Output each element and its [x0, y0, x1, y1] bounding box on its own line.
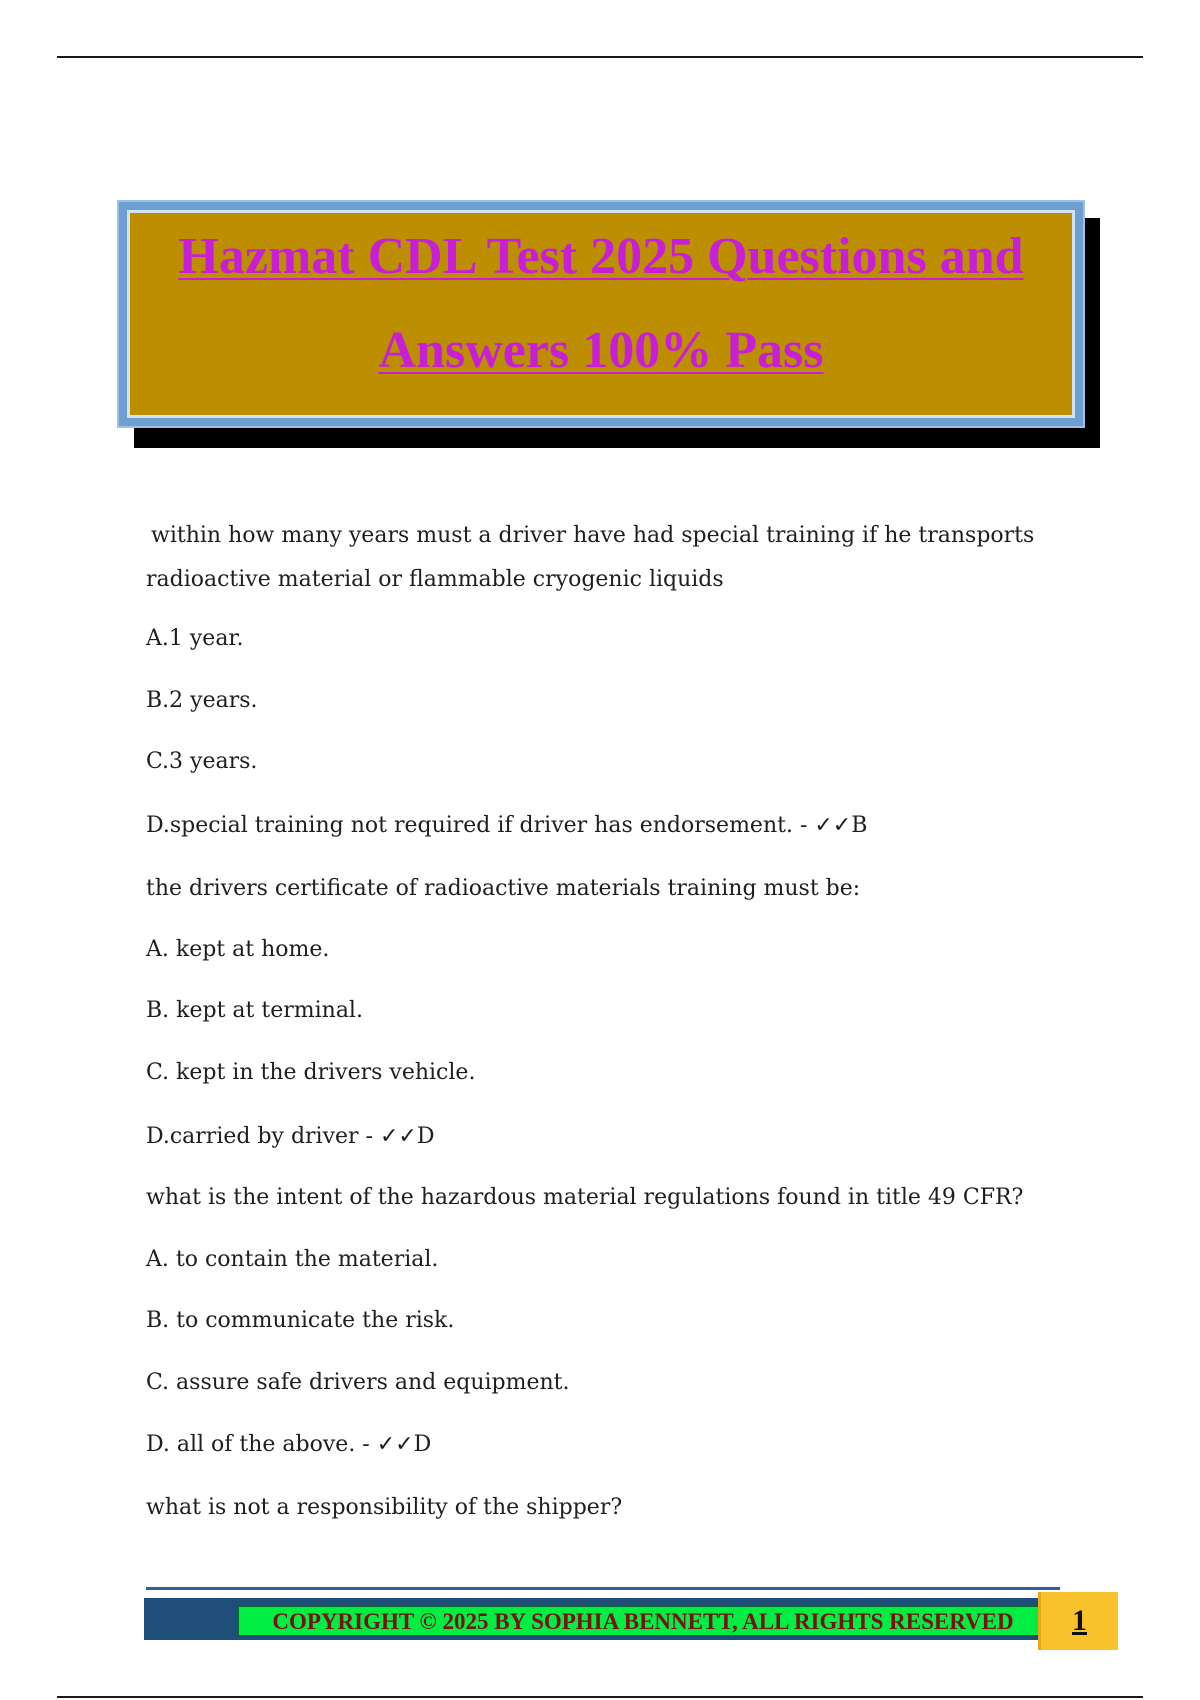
answer-option: B.2 years.: [146, 688, 258, 713]
answer-option: A. to contain the material.: [146, 1247, 439, 1272]
question-text: within how many years must a driver have had special training if he transports: [151, 523, 1035, 548]
page-number: 1: [1072, 1604, 1087, 1637]
double-check-icon: ✓✓: [379, 1124, 417, 1149]
answer-option-with-key: [146, 812, 867, 840]
bottom-rule: [57, 1696, 1143, 1698]
page-number-box: [1038, 1592, 1118, 1650]
answer-option: B. to communicate the risk.: [146, 1308, 455, 1333]
title-banner: [117, 200, 1085, 428]
answer-option: C. assure safe drivers and equipment.: [146, 1370, 570, 1395]
double-check-icon: ✓✓: [814, 813, 852, 838]
answer-option: C. kept in the drivers vehicle.: [146, 1060, 476, 1085]
answer-option: D.special training not required if driver has endorsement. -: [146, 813, 808, 838]
answer-option: C.3 years.: [146, 749, 258, 774]
question-text: the drivers certificate of radioactive materials training must be:: [146, 876, 861, 901]
answer-option-with-key: [146, 1123, 435, 1151]
question-text: what is the intent of the hazardous material regulations found in title 49 CFR?: [146, 1185, 1024, 1210]
answer-option-with-key: [146, 1431, 431, 1459]
answer-option: A.1 year.: [146, 626, 244, 651]
correct-answer: D: [413, 1432, 432, 1457]
footer-rule: [146, 1587, 1060, 1590]
copyright-notice: COPYRIGHT © 2025 BY SOPHIA BENNETT, ALL RIGHTS RESERVED: [238, 1606, 1048, 1636]
answer-option: B. kept at terminal.: [146, 998, 363, 1023]
answer-option: D.carried by driver -: [146, 1124, 373, 1149]
correct-answer: B: [851, 813, 868, 838]
correct-answer: D: [416, 1124, 435, 1149]
title-banner-inner: [127, 210, 1075, 418]
document-title-line-1: Hazmat CDL Test 2025 Questions and: [178, 228, 1024, 285]
question-text: radioactive material or flammable cryogenic liquids: [146, 567, 724, 592]
double-check-icon: ✓✓: [376, 1432, 414, 1457]
question-text: what is not a responsibility of the shipper?: [146, 1495, 623, 1520]
document-title-line-2: Answers 100% Pass: [378, 322, 824, 379]
answer-option: D. all of the above. -: [146, 1432, 370, 1457]
top-rule: [57, 56, 1143, 58]
answer-option: A. kept at home.: [146, 937, 330, 962]
